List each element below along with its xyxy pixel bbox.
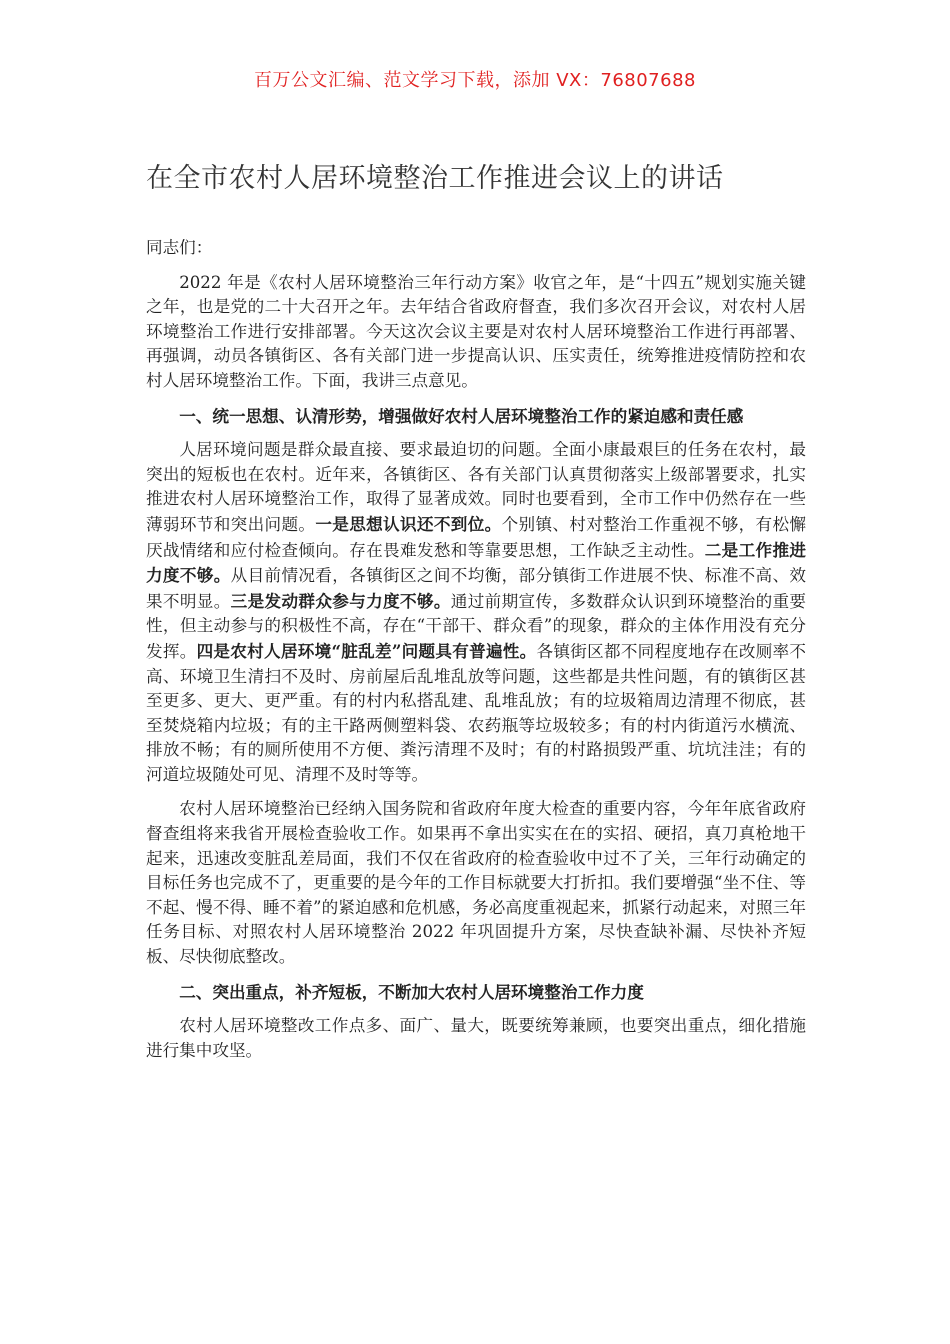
problem-1-text: 个别镇、村对整治工作重视不够，有松懈厌战情绪和应付检查倾向。存在畏难发愁和等靠要思想，工作缺乏主动性。 <box>146 514 807 560</box>
paragraph-intro: 2022 年是《农村人居环境整治三年行动方案》收官之年，是“十四五”规划实施关键之年，也是党的二十大召开之年。去年结合省政府督查，我们多次召开会议，对农村人居环境整治工作进行安排部署。今天这次会议主要是对农村人居环境整治工作进行再部署、再强调，动员各镇街区、各有关部门进一步提高认识、压实责任，统筹推进疫情防控和农村人居环境整治工作。下面，我讲三点意见。 <box>146 272 806 390</box>
document-title: 在全市农村人居环境整治工作推进会议上的讲话 <box>146 163 724 194</box>
document-body <box>146 236 806 1063</box>
problem-4-text: 各镇街区都不同程度地存在改厕率不高、环境卫生清扫不及时、房前屋后乱堆乱放等问题，这些都是共性问题，有的镇街区甚至更多、更大、更严重。有的村内私搭乱建、乱堆乱放；有的垃圾箱周边清理不彻底，甚至焚烧箱内垃圾；有的主干路两侧塑料袋、农药瓶等垃圾较多；有的村内街道污水横流、排放不畅；有的厕所使用不方便、粪污清理不及时；有的村路损毁严重、坑坑洼洼；有的河道垃圾随处可见、清理不及时等等。 <box>146 641 807 784</box>
problem-2-heading: 二是工作推进力度不够。 <box>146 539 807 586</box>
paragraph-focus: 农村人居环境整改工作点多、面广、量大，既要统筹兼顾，也要突出重点，细化措施进行集中攻坚。 <box>146 1016 806 1060</box>
problem-4-heading: 四是农村人居环境“脏乱差”问题具有普遍性。 <box>196 640 537 661</box>
paragraph-urgency: 农村人居环境整治已经纳入国务院和省政府年度大检查的重要内容，今年年底省政府督查组将来我省开展检查验收工作。如果再不拿出实实在在的实招、硬招，真刀真枪地干起来，迅速改变脏乱差局面，我们不仅在省政府的检查验收中过不了关，三年行动确定的目标任务也完成不了，更重要的是今年的工作目标就要大打折扣。我们要增强“坐不住、等不起、慢不得、睡不着”的紧迫感和危机感，务必高度重视起来，抓紧行动起来，对照三年任务目标、对照农村人居环境整治 2022 年巩固提升方案，尽快查缺补漏、尽快补齐短板、尽快彻底整改。 <box>146 799 806 967</box>
problem-3-heading: 三是发动群众参与力度不够。 <box>230 590 451 611</box>
problems-intro: 人居环境问题是群众最直接、要求最迫切的问题。全面小康最艰巨的任务在农村，最突出的短板也在农村。近年来，各镇街区、各有关部门认真贯彻落实上级部署要求，扎实推进农村人居环境整治工作，取得了显著成效。同时也要看到，全市工作中仍然存在一些薄弱环节和突出问题。 <box>146 440 806 534</box>
problem-3-text: 通过前期宣传，多数群众认识到环境整治的重要性，但主动参与的积极性不高，存在“干部干、群众看”的现象，群众的主体作用没有充分发挥。 <box>146 591 807 661</box>
section-heading-1: 一、统一思想、认清形势，增强做好农村人居环境整治工作的紧迫感和责任感 <box>179 405 744 426</box>
salutation: 同志们： <box>146 238 213 257</box>
paragraph-problems <box>146 438 806 787</box>
problem-2-text: 从目前情况看，各镇街区之间不均衡，部分镇街工作进展不快、标准不高、效果不明显。 <box>146 566 807 611</box>
watermark-banner: 百万公文汇编、范文学习下载，添加 VX：76807688 <box>254 70 696 91</box>
section-heading-2: 二、突出重点，补齐短板，不断加大农村人居环境整治工作力度 <box>179 981 644 1002</box>
problem-1-heading: 一是思想认识还不到位。 <box>315 513 502 534</box>
